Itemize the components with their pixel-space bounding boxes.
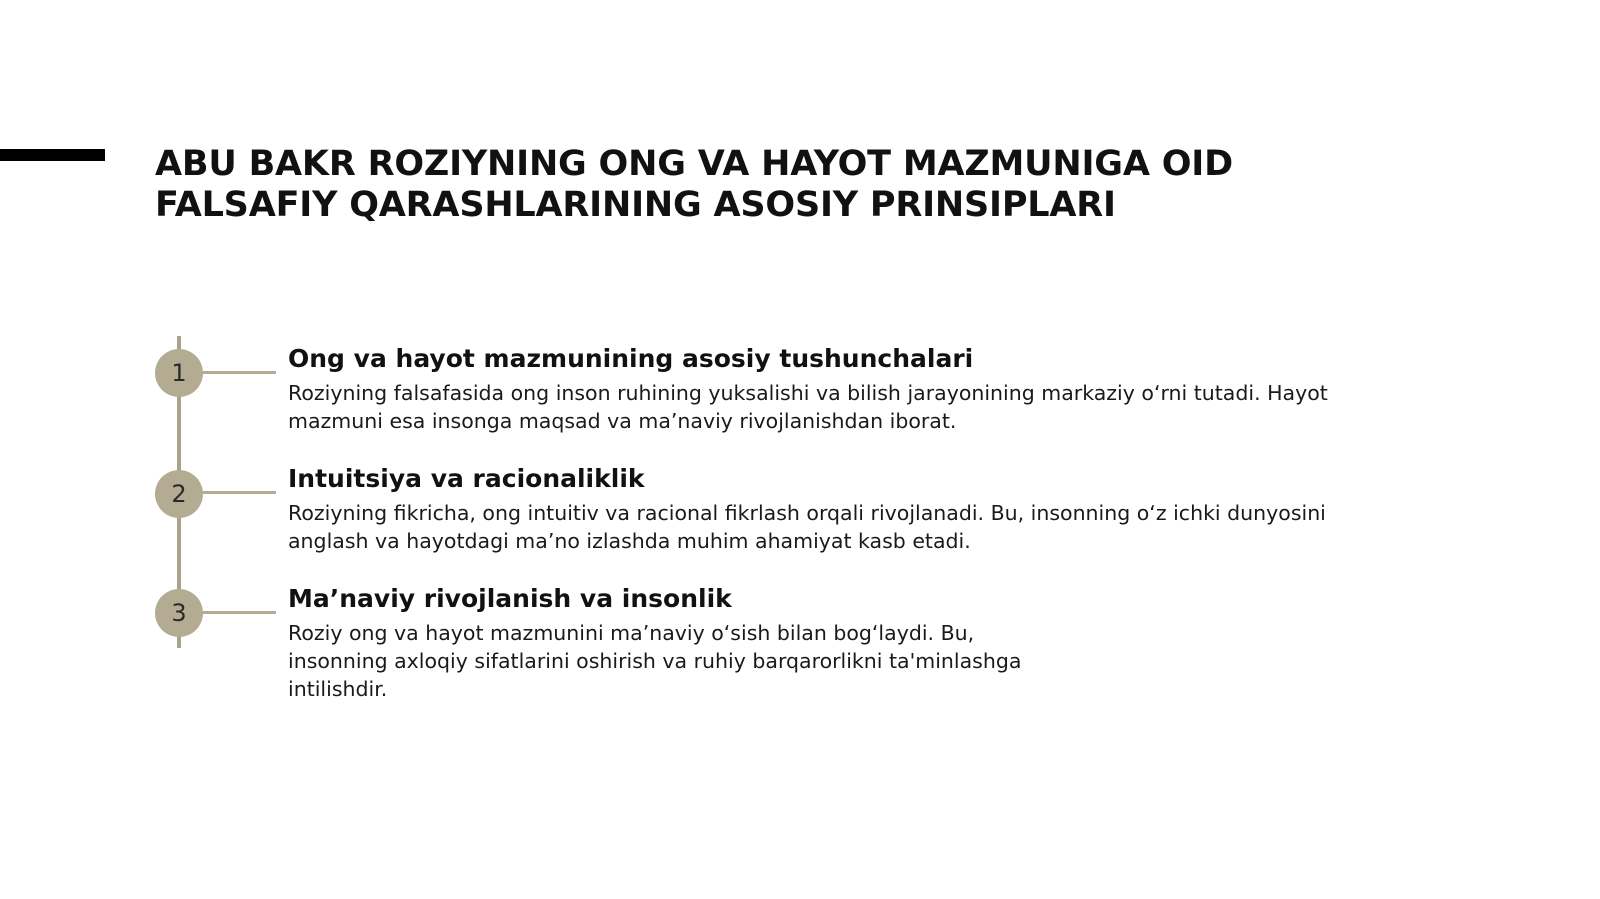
item-text-3-line-3: intilishdir.: [288, 677, 388, 701]
item-text-1-line-2: mazmuni esa insonga maqsad va ma’naviy rivojlanishdan iborat.: [288, 409, 957, 433]
item-heading-2: Intuitsiya va racionaliklik: [288, 464, 645, 493]
timeline-connector-3: [203, 611, 276, 614]
item-text-1-line-1: Roziyning falsafasida ong inson ruhining yuksalishi va bilish jarayonining markaziy o‘rni tutadi. Hayot: [288, 381, 1328, 405]
item-heading-1: Ong va hayot mazmunining asosiy tushunchalari: [288, 344, 974, 373]
item-text-3-line-1: Roziy ong va hayot mazmunini ma’naviy o‘sish bilan bog‘laydi. Bu,: [288, 621, 975, 645]
item-text-2-line-1: Roziyning fikricha, ong intuitiv va racional fikrlash orqali rivojlanadi. Bu, insonning o‘z ichki dunyosini: [288, 501, 1326, 525]
timeline-node-3: 3: [155, 589, 203, 637]
item-text-2: [288, 499, 1326, 555]
timeline-node-2: 2: [155, 470, 203, 518]
slide-title-line-2: FALSAFIY QARASHLARINING ASOSIY PRINSIPLARI: [155, 185, 1116, 225]
item-text-1: [288, 379, 1328, 435]
item-heading-3: Ma’naviy rivojlanish va insonlik: [288, 584, 732, 613]
timeline-connector-1: [203, 371, 276, 374]
item-text-3-line-2: insonning axloqiy sifatlarini oshirish va ruhiy barqarorlikni ta'minlashga: [288, 649, 1022, 673]
item-text-2-line-2: anglash va hayotdagi ma’no izlashda muhim ahamiyat kasb etadi.: [288, 529, 971, 553]
timeline-node-1: 1: [155, 349, 203, 397]
title-accent-bar: [0, 149, 105, 161]
item-text-3: [288, 619, 1021, 703]
timeline-connector-2: [203, 491, 276, 494]
slide-title: [155, 144, 1455, 226]
slide-title-line-1: ABU BAKR ROZIYNING ONG VA HAYOT MAZMUNIGA OID: [155, 144, 1233, 184]
